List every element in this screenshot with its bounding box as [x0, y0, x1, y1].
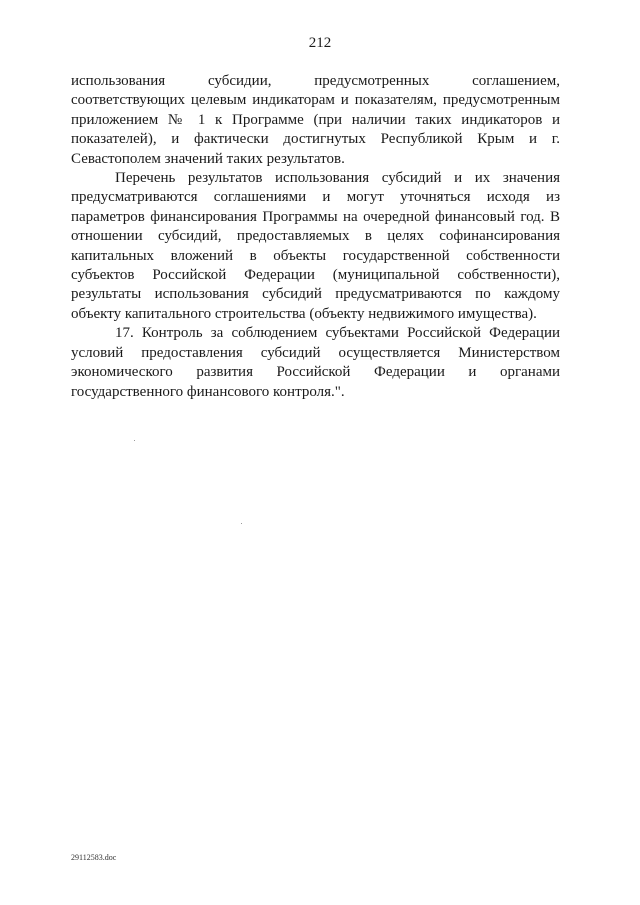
paragraph-item-17: 17. Контроль за соблюдением субъектами Российской Федерации условий предоставления субсидий осуществляется Министерством экономического развития Российской Федерации и органами государственного финансового контроля.".	[71, 325, 560, 400]
document-body	[71, 72, 560, 402]
page-number: 212	[308, 35, 332, 51]
paragraph-results-list: Перечень результатов использования субсидий и их значения предусматриваются соглашениями и могут уточняться исходя из параметров финансирования Программы на очередной финансовый год. В отношении субсидий, предоставляемых в целях софинансирования капитальных вложений в объекты государственной собственности субъектов Российской Федерации (муниципальной собственности), результаты использования субсидий предусматриваются по каждому объекту капитального строительства (объекту недвижимого имущества).	[71, 170, 560, 322]
paragraph-continuation: использования субсидии, предусмотренных соглашением, соответствующих целевым индикаторам и показателям, предусмотренным приложением № 1 к Программе (при наличии таких индикаторов и показателей), и фактически достигнутых Республикой Крым и г. Севастополем значений таких результатов.	[71, 73, 560, 167]
scan-speck	[134, 440, 135, 441]
footer-document-id: 29112583.doc	[71, 853, 117, 862]
scan-speck	[241, 523, 242, 524]
